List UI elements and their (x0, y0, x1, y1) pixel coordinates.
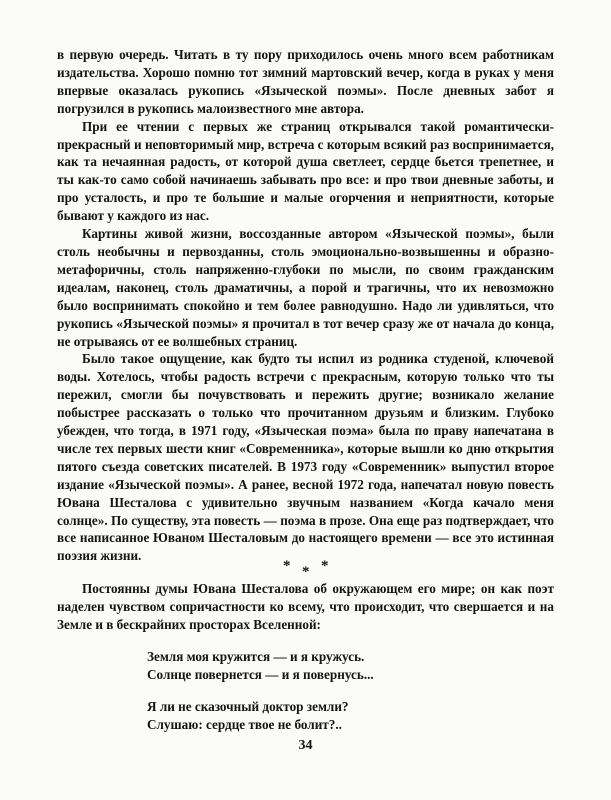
verse-line: Солнце повернется — и я повернусь... (147, 666, 374, 682)
paragraph: Картины живой жизни, воссозданные автором «Языческой поэмы», были столь необычны и первозданны, столь эмоционально-возвышенны и образно-метафоричны, столь напряженно-глубоки по мысли, по своим гражданским идеалам, наконец, столь драматичны, а порой и трагичны, что их невозможно было воспринимать спокойно и тем более равнодушно. Надо ли удивляться, что рукопись «Языческой поэмы» я прочитал в тот вечер сразу же от начала до конца, не отрываясь от ее волшебных страниц. (57, 226, 554, 349)
verse-line: Земля моя кружится — и я кружусь. (147, 649, 365, 664)
verse-quote (147, 648, 374, 734)
paragraph-after-break: Постоянны думы Ювана Шесталова об окружающем его мире; он как поэт наделен чувством сопричастности ко всему, что происходит, что свершается и на Земле и в бескрайних просторах Вселенной: (57, 581, 554, 632)
asterism-star-left: * (283, 558, 291, 574)
paragraph: При ее чтении с первых же страниц открывался такой романтически-прекрасный и неповторимый мир, встреча с которым всякий раз воспринимается, как та нечаянная радость, от которой душа светлеет, сердце бьется трепетнее, и ты как-то само собой начинаешь забывать про все: и про твои дневные заботы, и про усталость, и про те большие и малые огорчения и неприятности, которые бывают у каждого из нас. (57, 118, 554, 224)
asterism-star-middle: * (302, 564, 310, 580)
paragraph-continued: в первую очередь. Читать в ту пору приходилось очень много всем работникам издательства. Хорошо помню тот зимний мартовский вечер, когда в руках у меня впервые оказалась рукопись «Языческой поэмы». После дневных забот я погрузился в рукопись малоизвестного мне автора. (57, 47, 554, 116)
verse-line: Я ли не сказочный доктор земли? (147, 698, 349, 714)
main-text (57, 46, 554, 565)
verse-line: Слушаю: сердце твое не болит?.. (147, 716, 342, 732)
asterism-star-right: * (321, 558, 329, 574)
page-number: 34 (298, 738, 313, 753)
paragraph: Было такое ощущение, как будто ты испил из родника студеной, ключевой воды. Хотелось, чтобы радость встречи с прекрасным, которую только что ты пережил, смогли бы почувствовать и пережить другие; возникало желание побыстрее рассказать о только что прочитанном друзьям и близким. Глубоко убежден, что тогда, в 1971 году, «Языческая поэма» была по праву напечатана в числе тех первых шести книг «Современника», которые вышли ко дню открытия пятого съезда советских писателей. В 1973 году «Современник» выпустил второе издание «Языческой поэмы». А ранее, весной 1972 года, напечатал новую повесть Ювана Шесталова с удивительно звучным названием «Когда качало меня солнце». По существу, эта повесть — поэма в прозе. Она еще раз подтверждает, что все написанное Юваном Шесталовым до настоящего времени — все это истинная поэзия жизни. (57, 351, 554, 564)
section-break-asterism (0, 558, 611, 582)
